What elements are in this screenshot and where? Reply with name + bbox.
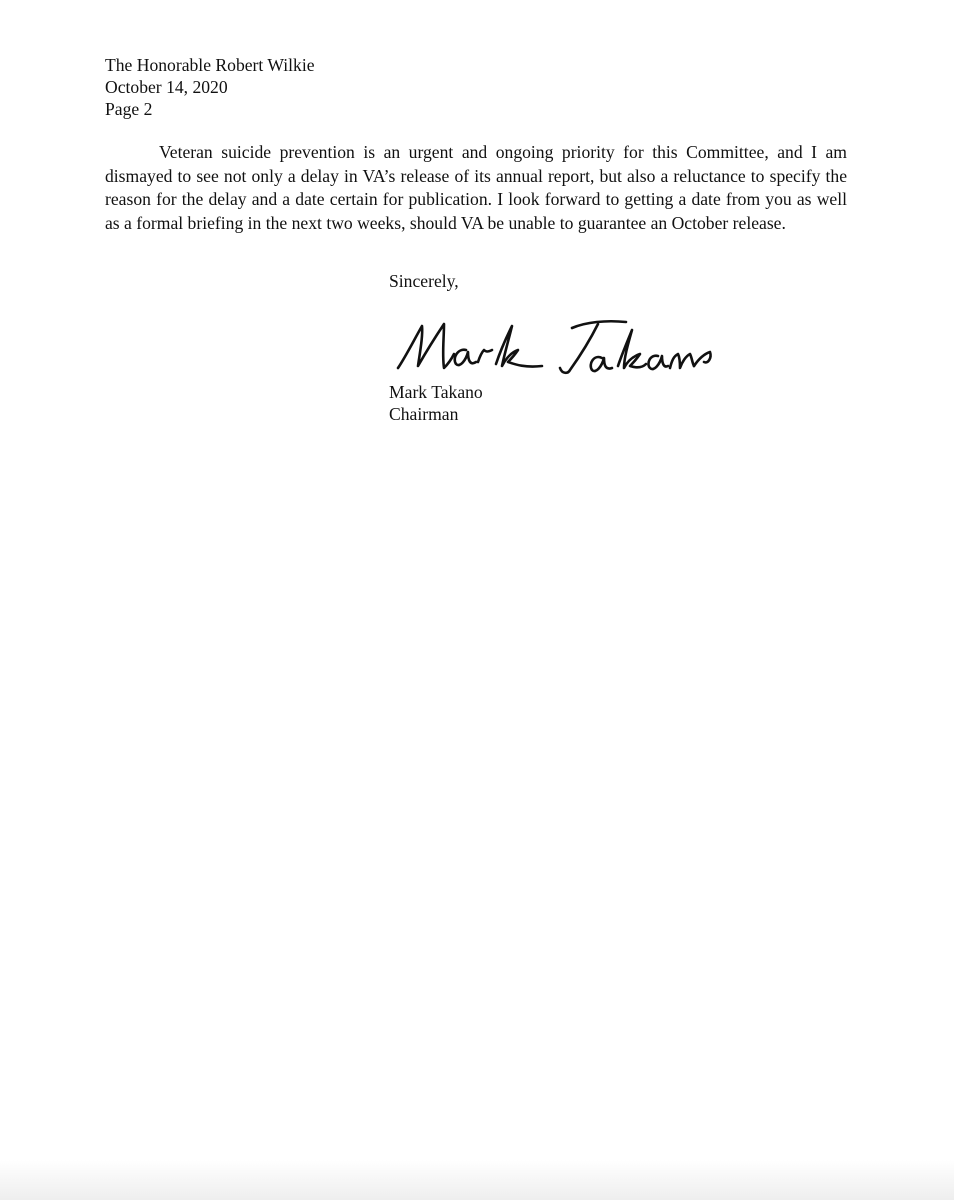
letter-header: [105, 54, 315, 120]
recipient-line: The Honorable Robert Wilkie: [105, 55, 315, 75]
page-bottom-shadow: [0, 1160, 954, 1200]
signer-block: [389, 381, 483, 425]
date-line: October 14, 2020: [105, 77, 228, 97]
handwritten-signature: [392, 312, 722, 384]
body-paragraph: Veteran suicide prevention is an urgent and ongoing priority for this Committee, and I am dismayed to see not only a delay in VA’s release of its annual report, but also a reluctance to specify the reason for the delay and a date certain for publication. I look forward to getting a date from you as well as a formal briefing in the next two weeks, should VA be unable to guarantee an October release.: [105, 142, 847, 233]
signer-name: Mark Takano: [389, 382, 483, 402]
signer-title: Chairman: [389, 404, 459, 424]
closing-salutation: Sincerely,: [389, 271, 459, 291]
page-number: Page 2: [105, 99, 153, 119]
